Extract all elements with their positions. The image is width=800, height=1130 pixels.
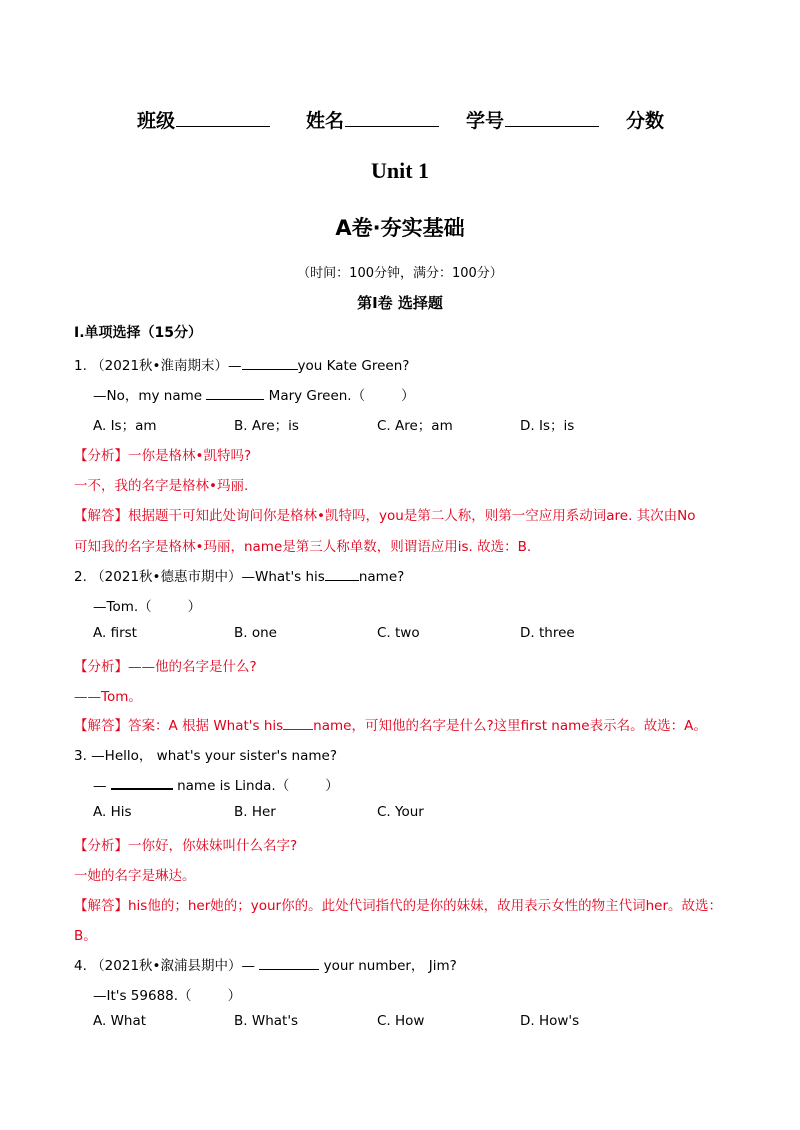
q2-option-d[interactable]: D. three: [520, 625, 575, 641]
question-2-line-2: —Tom.（ ）: [93, 599, 202, 615]
q3-analysis-1: 【分析】一你好，你妹妹叫什么名字?: [74, 838, 298, 854]
section-title: Ⅰ.单项选择（15分）: [74, 325, 203, 341]
q3-option-b[interactable]: B. Her: [234, 804, 276, 820]
q2-analysis-1: 【分析】——他的名字是什么?: [74, 659, 257, 675]
name-field: [306, 106, 439, 133]
name-label: 姓名: [306, 110, 345, 132]
question-3-stem: 3. —Hello， what's your sister's name?: [74, 748, 337, 764]
q3-answer-1: 【解答】his他的；her她的；your你的。此处代词指代的是你的妹妹，故用表示女性的物主代词her。故选：: [74, 898, 723, 914]
q1-analysis-1: 【分析】一你是格林•凯特吗?: [74, 448, 252, 464]
q1-analysis-2: 一不，我的名字是格林•玛丽.: [74, 478, 249, 494]
q1-option-c[interactable]: C. Are；am: [377, 418, 453, 434]
question-2-stem: 2. （2021秋•德惠市期中）—What's his name?: [74, 565, 404, 585]
q2-option-c[interactable]: C. two: [377, 625, 420, 641]
question-1-line-2: —No，my name Mary Green.（ ）: [93, 384, 415, 404]
q2-option-a[interactable]: A. first: [93, 625, 137, 641]
q2-option-b[interactable]: B. one: [234, 625, 277, 641]
score-field: [626, 106, 664, 133]
q1-blank-2[interactable]: [206, 385, 264, 400]
question-4-line-2: —It's 59688.（ ）: [93, 988, 242, 1004]
q1-answer-1: 【解答】根据题干可知此处询问你是格林•凯特吗，you是第二人称，则第一空应用系动词are. 其次由No: [74, 508, 696, 524]
q2-analysis-2: ——Tom。: [74, 689, 142, 705]
page-title: Unit 1: [370, 158, 430, 183]
q4-blank[interactable]: [259, 955, 319, 970]
time-note: （时间：100分钟，满分：100分）: [297, 266, 503, 281]
class-blank[interactable]: [176, 108, 270, 127]
q1-option-a[interactable]: A. Is；am: [93, 418, 157, 434]
q2-blank[interactable]: [325, 566, 359, 581]
student-id-label: 学号: [466, 110, 505, 132]
q3-option-c[interactable]: C. Your: [377, 804, 424, 820]
class-label: 班级: [137, 110, 176, 132]
q4-option-c[interactable]: C. How: [377, 1013, 425, 1029]
q4-option-a[interactable]: A. What: [93, 1013, 147, 1029]
question-4-stem: 4. （2021秋•溆浦县期中）— your number， Jim?: [74, 954, 457, 974]
q4-option-b[interactable]: B. What's: [234, 1013, 299, 1029]
class-field: [137, 106, 270, 133]
q2-answer-blank: [283, 715, 313, 730]
score-label: 分数: [626, 110, 665, 132]
student-id-blank[interactable]: [505, 108, 599, 127]
name-blank[interactable]: [345, 108, 439, 127]
page-subtitle: A卷·夯实基础: [335, 216, 465, 240]
q1-option-d[interactable]: D. Is；is: [520, 418, 575, 434]
q3-analysis-2: 一她的名字是琳达。: [74, 868, 196, 884]
part-title: 第Ⅰ卷 选择题: [357, 294, 443, 312]
q3-blank[interactable]: [111, 774, 173, 790]
question-1-stem: 1. （2021秋•淮南期末）— you Kate Green?: [74, 354, 409, 374]
q1-blank-1[interactable]: [242, 355, 298, 370]
q3-answer-2: B。: [74, 928, 97, 944]
q4-option-d[interactable]: D. How's: [520, 1013, 580, 1029]
question-3-line-2: — name is Linda.（ ）: [93, 774, 339, 794]
q3-option-a[interactable]: A. His: [93, 804, 132, 820]
q1-option-b[interactable]: B. Are；is: [234, 418, 299, 434]
q1-answer-2: 可知我的名字是格林•玛丽，name是第三人称单数，则谓语应用is. 故选：B.: [74, 539, 532, 555]
student-info-row: [0, 106, 800, 132]
student-id-field: [466, 106, 599, 133]
q2-answer: 【解答】答案：A 根据 What's his name，可知他的名字是什么?这里first name表示名。故选：A。: [74, 714, 707, 734]
